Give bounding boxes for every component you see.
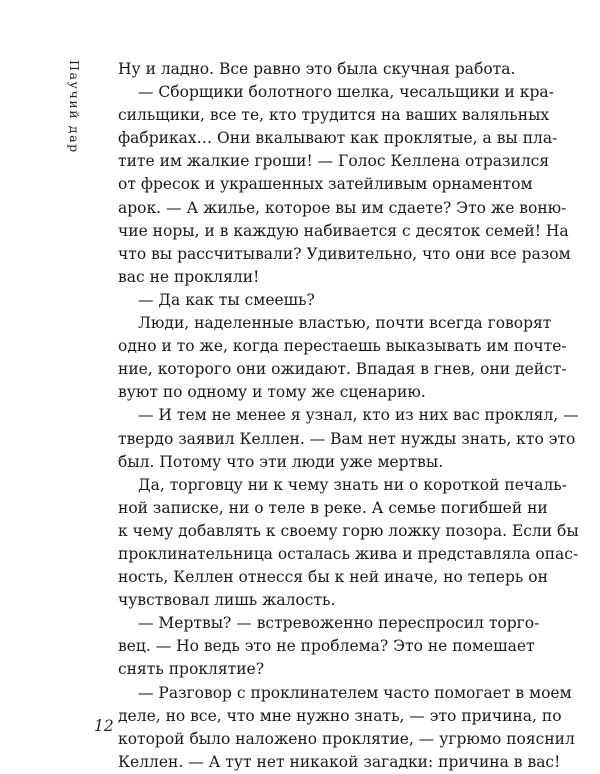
text-line: деле, но все, что мне нужно знать, — это причина, по [118,706,562,725]
text-line: которой было наложено проклятие, — угрюмо пояснил [118,729,575,748]
text-line: Люди, наделенные властью, почти всегда говорят [138,314,552,333]
text-line: ность, Келлен отнесся бы к ней иначе, но теперь он [118,568,548,587]
text-line: чувствовал лишь жалость. [118,591,336,610]
text-line: к чему добавлять к своему горю ложку позора. Если бы [118,521,579,540]
text-line: от фресок и украшенных затейливым орнаментом [118,175,533,194]
running-head: Паучий дар [67,60,82,154]
page-number: 12 [94,717,114,735]
text-line: одно и то же, когда перестаешь выказывать им почте- [118,337,567,356]
text-line: вец. — Но ведь это не проблема? Это не помешает [118,637,535,656]
page-body [118,58,579,774]
text-line: твердо заявил Келлен. — Вам нет нужды знать, кто это [118,429,576,448]
text-line: — Сборщики болотного шелка, чесальщики и кра- [138,83,554,102]
text-line: сильщики, все те, кто трудится на ваших валяльных [118,106,550,125]
text-line: ние, которого они ожидают. Впадая в гнев, они дейст- [118,360,567,379]
text-line: фабриках… Они вкалывают как проклятые, а вы пла- [118,129,558,148]
text-line: что вы рассчитывали? Удивительно, что они все разом [118,244,571,263]
text-line: тите им жалкие гроши! — Голос Келлена отразился [118,152,550,171]
text-line: — Мертвы? — встревоженно переспросил торго- [138,614,540,633]
text-line: — Да как ты смеешь? [138,290,315,309]
text-line: вуют по одному и тому же сценарию. [118,383,426,402]
text-line: был. Потому что эти люди уже мертвы. [118,452,444,471]
text-line: арок. — А жилье, которое вы им сдаете? Это же воню- [118,198,567,217]
text-line: Да, торговцу ни к чему знать ни о короткой печаль- [138,475,567,494]
text-line: ной записке, ни о теле в реке. А семье погибшей ни [118,498,548,517]
text-line: Келлен. — А тут нет никакой загадки: причина в вас! [118,752,561,771]
text-line: проклинательница осталась жива и представляла опас- [118,544,579,563]
text-line: чие норы, и в каждую набивается с десяток семей! На [118,221,569,240]
text-line: — И тем не менее я узнал, кто из них вас проклял, — [138,406,579,425]
text-line: снять проклятие? [118,660,265,679]
text-line: вас не прокляли! [118,267,260,286]
text-line: Ну и ладно. Все равно это была скучная работа. [118,60,516,78]
text-line: — Разговор с проклинателем часто помогает в моем [138,683,572,702]
